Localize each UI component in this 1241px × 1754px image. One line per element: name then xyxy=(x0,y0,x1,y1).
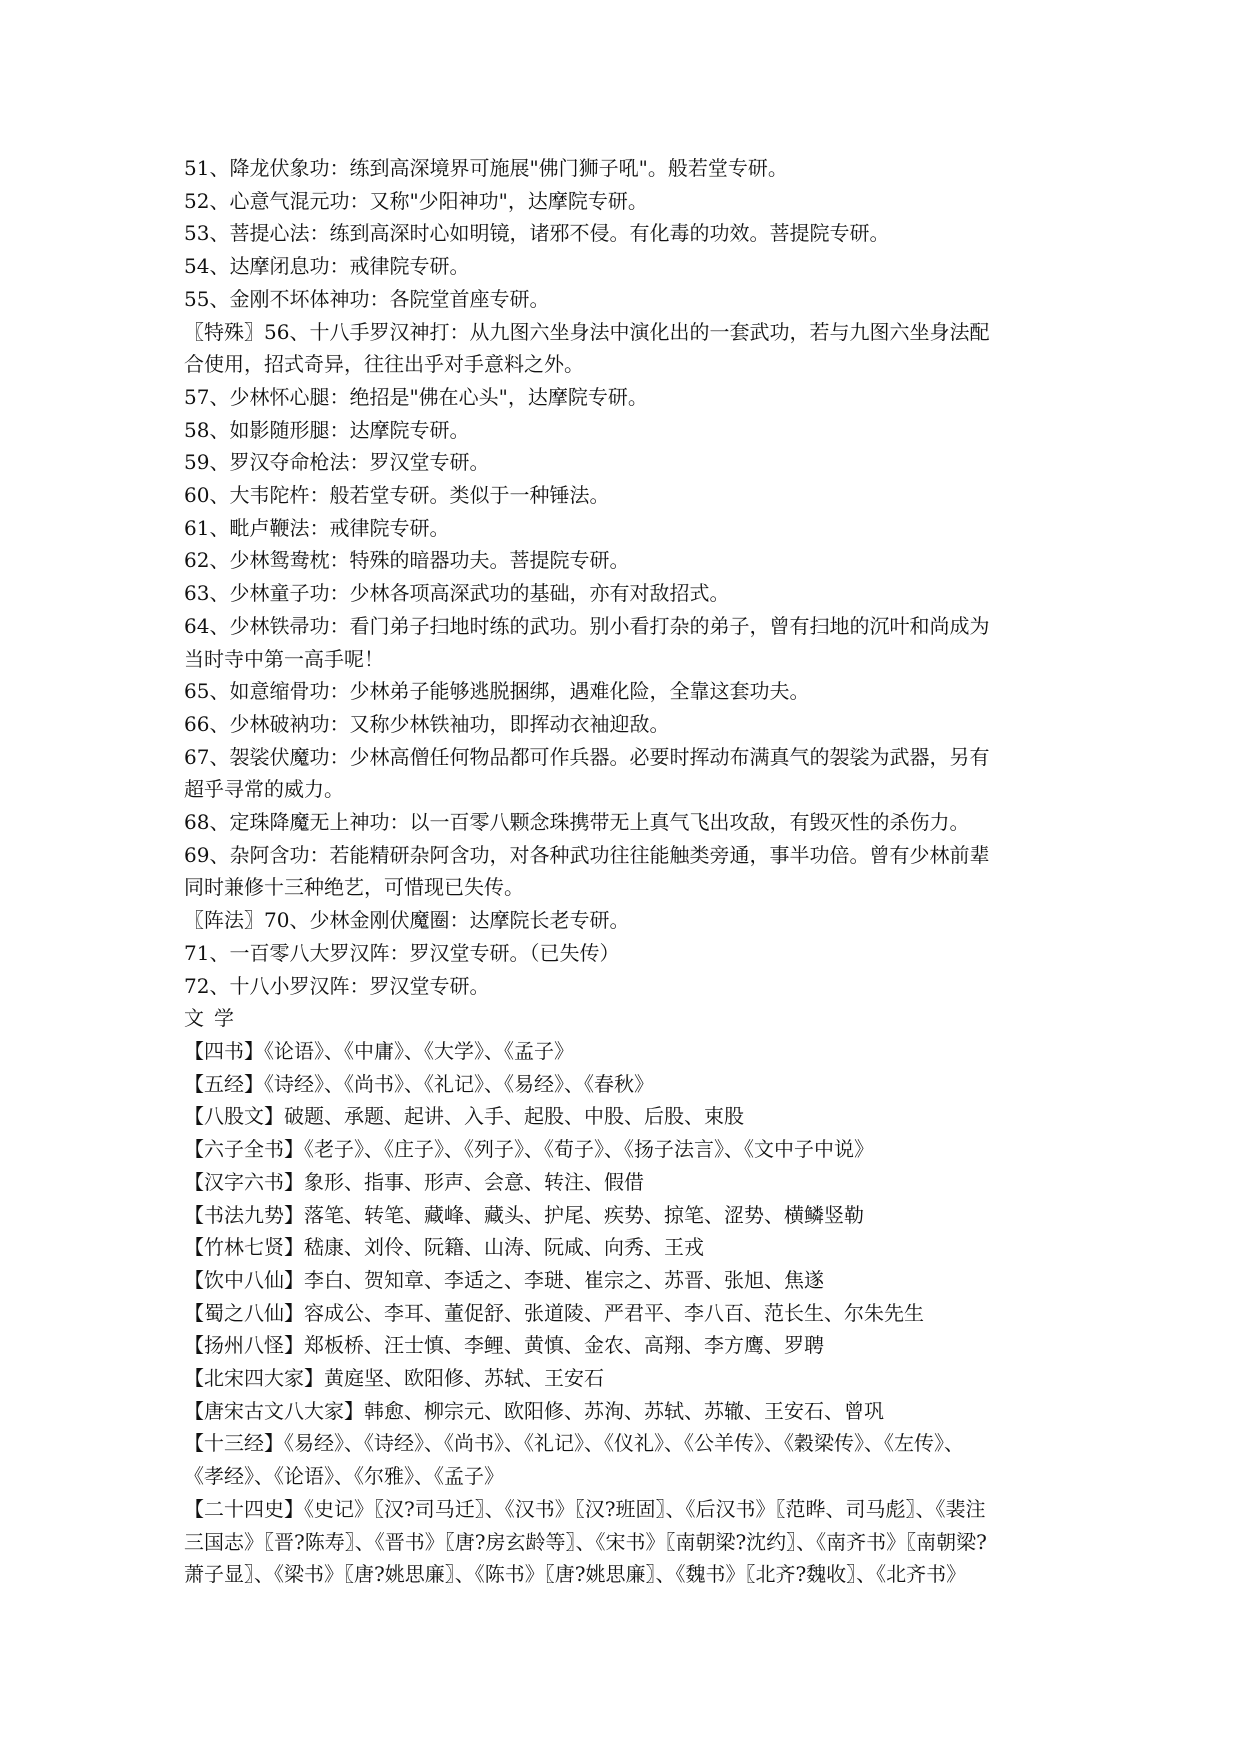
text-line: 55、金刚不坏体神功：各院堂首座专研。 xyxy=(184,286,550,311)
text-line: 51、降龙伏象功：练到高深境界可施展"佛门狮子吼"。般若堂专研。 xyxy=(184,156,788,180)
text-line: 57、少林怀心腿：绝招是"佛在心头"，达摩院专研。 xyxy=(184,384,648,409)
text-line: 【饮中八仙】李白、贺知章、李适之、李琎、崔宗之、苏晋、张旭、焦遂 xyxy=(184,1267,824,1292)
text-line: 63、少林童子功：少林各项高深武功的基础，亦有对敌招式。 xyxy=(184,581,730,606)
text-line: 52、心意气混元功：又称"少阳神功"，达摩院专研。 xyxy=(184,188,648,213)
text-line: 59、罗汉夺命枪法：罗汉堂专研。 xyxy=(184,450,490,475)
text-line: 69、杂阿含功：若能精研杂阿含功，对各种武功往往能触类旁通，事半功倍。曾有少林前辈 xyxy=(184,842,990,867)
text-line: 三国志》〖晋?陈寿〗、《晋书》〖唐?房玄龄等〗、《宋书》〖南朝梁?沈约〗、《南齐书》〖南朝梁? xyxy=(184,1529,987,1554)
text-line: 58、如影随形腿：达摩院专研。 xyxy=(184,417,470,442)
text-line: 68、定珠降魔无上神功：以一百零八颗念珠携带无上真气飞出攻敌，有毁灭性的杀伤力。 xyxy=(184,810,970,835)
text-line: 60、大韦陀杵：般若堂专研。类似于一种锤法。 xyxy=(184,483,610,508)
document-page xyxy=(184,152,1064,1591)
text-line: 超乎寻常的威力。 xyxy=(184,777,344,802)
text-line: 54、达摩闭息功：戒律院专研。 xyxy=(184,254,470,279)
text-line: 【书法九势】落笔、转笔、藏峰、藏头、护尾、疾势、掠笔、涩势、横鳞竖勒 xyxy=(184,1202,864,1227)
text-line: 61、毗卢鞭法：戒律院专研。 xyxy=(184,515,450,540)
text-line: 合使用，招式奇异，往往出乎对手意料之外。 xyxy=(184,352,584,377)
section-heading: 文学 xyxy=(184,1006,244,1031)
text-line: 【北宋四大家】黄庭坚、欧阳修、苏轼、王安石 xyxy=(184,1366,604,1391)
text-line: 【竹林七贤】嵇康、刘伶、阮籍、山涛、阮咸、向秀、王戎 xyxy=(184,1235,704,1260)
text-line: 65、如意缩骨功：少林弟子能够逃脱捆绑，遇难化险，全靠这套功夫。 xyxy=(184,679,810,704)
text-line: 72、十八小罗汉阵：罗汉堂专研。 xyxy=(184,973,490,998)
text-line: 53、菩提心法：练到高深时心如明镜，诸邪不侵。有化毒的功效。菩提院专研。 xyxy=(184,221,890,246)
text-line: 【十三经】《易经》、《诗经》、《尚书》、《礼记》、《仪礼》、《公羊传》、《穀梁传》、《左传》、 xyxy=(184,1431,964,1456)
text-line: 【五经】《诗经》、《尚书》、《礼记》、《易经》、《春秋》 xyxy=(184,1071,654,1096)
text-line: 71、一百零八大罗汉阵：罗汉堂专研。（已失传） xyxy=(184,940,620,965)
text-line: 〖阵法〗70、少林金刚伏魔圈：达摩院长老专研。 xyxy=(184,908,630,933)
text-line: 64、少林铁帚功：看门弟子扫地时练的武功。别小看打杂的弟子，曾有扫地的沉叶和尚成为 xyxy=(184,613,990,638)
text-line: 《孝经》、《论语》、《尔雅》、《孟子》 xyxy=(184,1464,504,1489)
text-line: 【四书】《论语》、《中庸》、《大学》、《孟子》 xyxy=(184,1038,574,1063)
text-line: 当时寺中第一高手呢！ xyxy=(184,646,384,671)
text-line: 同时兼修十三种绝艺，可惜现已失传。 xyxy=(184,875,524,900)
text-line: 62、少林鸳鸯枕：特殊的暗器功夫。菩提院专研。 xyxy=(184,548,630,573)
text-line: 【蜀之八仙】容成公、李耳、董促舒、张道陵、严君平、李八百、范长生、尔朱先生 xyxy=(184,1300,924,1325)
text-line: 【汉字六书】象形、指事、形声、会意、转注、假借 xyxy=(184,1169,644,1194)
text-line: 萧子显〗、《梁书》〖唐?姚思廉〗、《陈书》〖唐?姚思廉〗、《魏书》〖北齐?魏收〗、《北齐书》 xyxy=(184,1562,967,1587)
text-line: 【唐宋古文八大家】韩愈、柳宗元、欧阳修、苏洵、苏轼、苏辙、王安石、曾巩 xyxy=(184,1398,884,1423)
text-line: 〖特殊〗56、十八手罗汉神打：从九图六坐身法中演化出的一套武功，若与九图六坐身法配 xyxy=(184,319,990,344)
text-line: 【二十四史】《史记》〖汉?司马迁〗、《汉书》〖汉?班固〗、《后汉书》〖范晔、司马彪〗、《裴注 xyxy=(184,1496,986,1521)
text-line: 66、少林破衲功：又称少林铁袖功，即挥动衣袖迎敌。 xyxy=(184,711,670,736)
text-line: 【八股文】破题、承题、起讲、入手、起股、中股、后股、束股 xyxy=(184,1104,744,1129)
text-line: 【扬州八怪】郑板桥、汪士慎、李鲤、黄慎、金农、高翔、李方鹰、罗聘 xyxy=(184,1333,824,1358)
text-line: 67、袈裟伏魔功：少林高僧任何物品都可作兵器。必要时挥动布满真气的袈裟为武器，另有 xyxy=(184,744,990,769)
text-line: 【六子全书】《老子》、《庄子》、《列子》、《荀子》、《扬子法言》、《文中子中说》 xyxy=(184,1137,874,1162)
